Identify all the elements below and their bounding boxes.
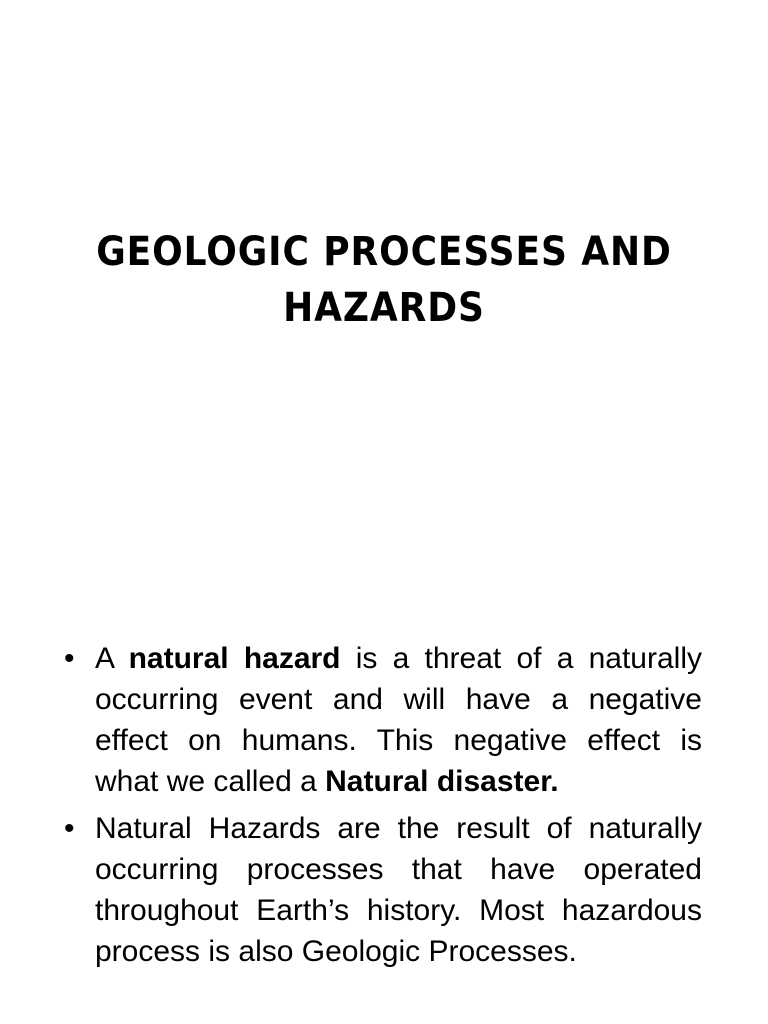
content-slide xyxy=(0,576,768,1024)
bullet-text: is a threat of a naturally occurring event and will have a negative effect on humans. This negative effect is what we called a xyxy=(95,642,702,798)
bullet-marker: • xyxy=(64,812,75,845)
bullet-marker: • xyxy=(64,642,75,675)
bold-term-natural-hazard: natural hazard xyxy=(128,642,341,675)
bullet-text: Natural Hazards are the result of naturally occurring processes that have operated throughout Earth’s history. Most hazardous process is also Geologic Processes. xyxy=(95,812,702,968)
title-line-2: HAZARDS xyxy=(283,285,485,331)
slide-title xyxy=(92,224,675,336)
bullet-item-natural-hazard xyxy=(60,638,702,802)
bullet-item-natural-hazards-result xyxy=(60,808,702,972)
title-line-1: GEOLOGIC PROCESSES AND xyxy=(96,229,672,275)
bullet-text: A xyxy=(95,642,129,675)
bold-term-natural-disaster: Natural disaster. xyxy=(325,765,559,798)
bullet-list xyxy=(60,638,702,978)
